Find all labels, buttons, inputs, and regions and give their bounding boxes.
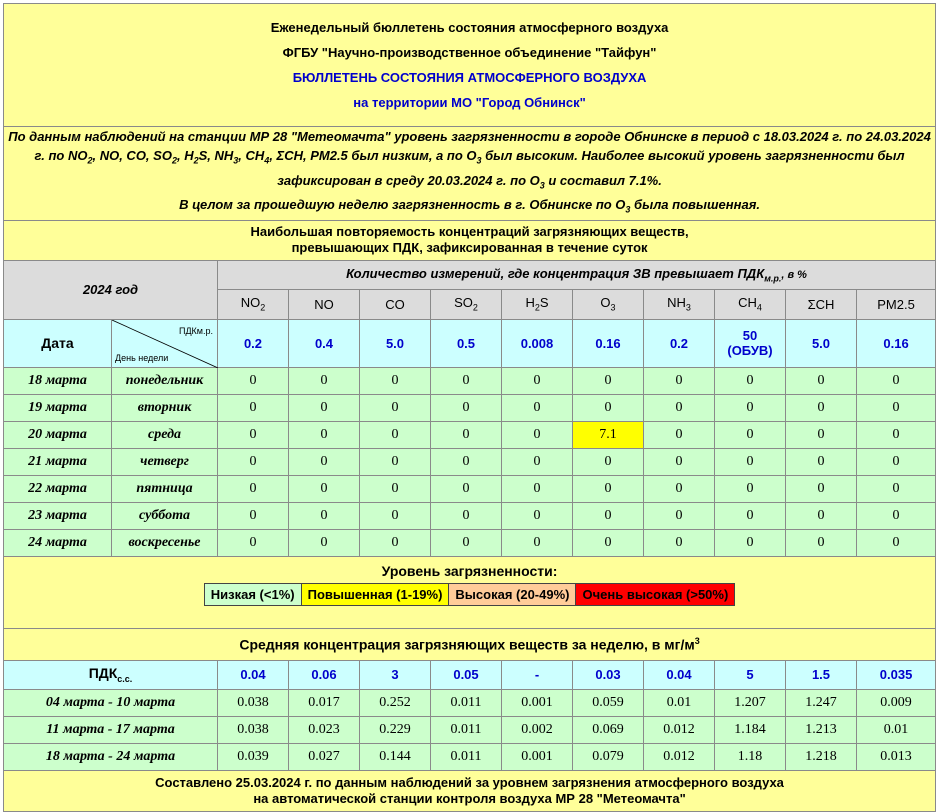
day-value: 0 bbox=[431, 502, 502, 529]
diag-pdk-label: ПДКм.р. bbox=[178, 325, 213, 336]
frequency-title: Наибольшая повторяемость концентраций загрязняющих веществ, превышающих ПДК, зафиксированная в течение суток bbox=[4, 220, 936, 260]
diagonal-header bbox=[112, 319, 218, 367]
day-value: 0 bbox=[857, 394, 936, 421]
week-value: 0.252 bbox=[360, 689, 431, 716]
week-value: 0.038 bbox=[218, 716, 289, 743]
year-label: 2024 год bbox=[4, 260, 218, 319]
day-date: 21 марта bbox=[4, 448, 112, 475]
day-value: 0 bbox=[289, 421, 360, 448]
day-value: 0 bbox=[573, 367, 644, 394]
pollutant-header: NO bbox=[289, 289, 360, 319]
legend-item: Высокая (20-49%) bbox=[449, 583, 576, 605]
pollutant-header: ΣCH bbox=[786, 289, 857, 319]
week-value: 0.01 bbox=[644, 689, 715, 716]
pdk-ss-value: 3 bbox=[360, 660, 431, 689]
day-value: 0 bbox=[502, 448, 573, 475]
pdk-ss-row bbox=[4, 660, 936, 689]
footer: Составлено 25.03.2024 г. по данным наблюдений за уровнем загрязнения атмосферного воздуха на автоматической станции контроля воздуха МР 28 "Метеомачта" bbox=[4, 770, 936, 811]
day-row bbox=[4, 394, 936, 421]
week-period: 11 марта - 17 марта bbox=[4, 716, 218, 743]
day-value: 0 bbox=[786, 529, 857, 556]
pollutant-header: $NH_3$ bbox=[644, 289, 715, 319]
pdk-mr-value: 5.0 bbox=[786, 319, 857, 367]
day-weekday: вторник bbox=[112, 394, 218, 421]
day-value: 0 bbox=[502, 367, 573, 394]
pdk-mr-value: 0.4 bbox=[289, 319, 360, 367]
day-value: 0 bbox=[431, 475, 502, 502]
week-value: 0.012 bbox=[644, 743, 715, 770]
day-value: 0 bbox=[360, 421, 431, 448]
day-weekday: четверг bbox=[112, 448, 218, 475]
pollutant-header: $CH_4$ bbox=[715, 289, 786, 319]
pdk-ss-value: 1.5 bbox=[786, 660, 857, 689]
pollutant-header: $NO_2$ bbox=[218, 289, 289, 319]
day-value: 0 bbox=[857, 475, 936, 502]
pdk-mr-value: 0.16 bbox=[857, 319, 936, 367]
header-line-3: БЮЛЛЕТЕНЬ СОСТОЯНИЯ АТМОСФЕРНОГО ВОЗДУХА bbox=[292, 70, 647, 85]
day-value: 0 bbox=[857, 529, 936, 556]
day-value: 0 bbox=[644, 529, 715, 556]
day-value: 0 bbox=[360, 529, 431, 556]
day-value: 0 bbox=[289, 529, 360, 556]
day-value: 0 bbox=[431, 421, 502, 448]
day-value: 0 bbox=[502, 529, 573, 556]
header-line-4: на территории МО "Город Обнинск" bbox=[353, 95, 586, 110]
header-line-2: ФГБУ "Научно-производственное объединение "Тайфун" bbox=[282, 45, 657, 60]
day-value: 0 bbox=[786, 448, 857, 475]
day-weekday: среда bbox=[112, 421, 218, 448]
day-value: 0 bbox=[715, 367, 786, 394]
day-row bbox=[4, 448, 936, 475]
day-value: 0 bbox=[715, 502, 786, 529]
daily-values bbox=[4, 367, 936, 556]
day-value: 0 bbox=[573, 502, 644, 529]
legend-item: Повышенная (1-19%) bbox=[301, 583, 449, 605]
week-value: 1.247 bbox=[786, 689, 857, 716]
week-value: 1.218 bbox=[786, 743, 857, 770]
bulletin-table bbox=[3, 3, 936, 812]
week-value: 0.001 bbox=[502, 743, 573, 770]
day-date: 22 марта bbox=[4, 475, 112, 502]
week-value: 1.213 bbox=[786, 716, 857, 743]
day-value: 0 bbox=[360, 502, 431, 529]
day-value: 0 bbox=[644, 475, 715, 502]
day-value: 0 bbox=[502, 502, 573, 529]
pollutant-header: PM2.5 bbox=[857, 289, 936, 319]
day-value: 0 bbox=[573, 475, 644, 502]
day-row bbox=[4, 529, 936, 556]
pdk-ss-value: 0.04 bbox=[644, 660, 715, 689]
week-value: 0.001 bbox=[502, 689, 573, 716]
day-value: 0 bbox=[715, 394, 786, 421]
day-value: 0 bbox=[857, 448, 936, 475]
pdk-ss-value: 0.035 bbox=[857, 660, 936, 689]
average-title: Средняя концентрация загрязняющих веществ за неделю, в $мг/м^3$ bbox=[4, 628, 936, 660]
pdk-mr-value: 5.0 bbox=[360, 319, 431, 367]
day-row bbox=[4, 421, 936, 448]
bulletin-header bbox=[4, 4, 936, 127]
day-value: 0 bbox=[218, 502, 289, 529]
day-value: 0 bbox=[644, 394, 715, 421]
day-value: 0 bbox=[857, 421, 936, 448]
day-value: 0 bbox=[289, 475, 360, 502]
day-value: 0 bbox=[857, 502, 936, 529]
day-value: 0 bbox=[360, 394, 431, 421]
pdk-mr-value: 50 (ОБУВ) bbox=[715, 319, 786, 367]
day-value: 0 bbox=[786, 421, 857, 448]
day-value: 0 bbox=[431, 529, 502, 556]
day-weekday: пятница bbox=[112, 475, 218, 502]
day-date: 23 марта bbox=[4, 502, 112, 529]
week-value: 0.011 bbox=[431, 716, 502, 743]
day-value: 0 bbox=[218, 394, 289, 421]
day-row bbox=[4, 475, 936, 502]
day-weekday: воскресенье bbox=[112, 529, 218, 556]
day-value: 0 bbox=[218, 475, 289, 502]
week-row bbox=[4, 689, 936, 716]
day-value: 0 bbox=[218, 529, 289, 556]
day-value: 0 bbox=[360, 448, 431, 475]
header-line-1: Еженедельный бюллетень состояния атмосферного воздуха bbox=[270, 20, 669, 35]
pdk-ss-value: 5 bbox=[715, 660, 786, 689]
pdk-ss-value: - bbox=[502, 660, 573, 689]
day-row bbox=[4, 367, 936, 394]
pdk-ss-value: 0.06 bbox=[289, 660, 360, 689]
pdk-ss-value: 0.03 bbox=[573, 660, 644, 689]
week-period: 18 марта - 24 марта bbox=[4, 743, 218, 770]
legend-title: Уровень загрязненности: bbox=[381, 562, 558, 579]
day-value: 7.1 bbox=[573, 421, 644, 448]
week-value: 0.027 bbox=[289, 743, 360, 770]
pdk-mr-value: 0.2 bbox=[218, 319, 289, 367]
day-value: 0 bbox=[218, 421, 289, 448]
pdk-ss-value: 0.05 bbox=[431, 660, 502, 689]
weekly-averages bbox=[4, 689, 936, 770]
pdk-mr-row bbox=[4, 319, 936, 367]
day-value: 0 bbox=[573, 394, 644, 421]
week-value: 0.01 bbox=[857, 716, 936, 743]
week-value: 1.184 bbox=[715, 716, 786, 743]
day-value: 0 bbox=[289, 394, 360, 421]
day-value: 0 bbox=[857, 367, 936, 394]
pdk-mr-value: 0.2 bbox=[644, 319, 715, 367]
day-value: 0 bbox=[644, 502, 715, 529]
pollutant-header: $O_3$ bbox=[573, 289, 644, 319]
day-date: 24 марта bbox=[4, 529, 112, 556]
measure-title: Количество измерений, где концентрация ЗВ превышает $ПДК_{м.р.}$, в % bbox=[218, 260, 936, 289]
summary-text: По данным наблюдений на станции МР 28 "Метеомачта" уровень загрязненности в городе Обнинске в период с 18.03.2024 г. по 24.03.2024 г. по $NO_2$, NO, CO, $SO_2$, $H_2S$, $NH_3$, $CH_4$, ΣCH, PM2.5 был низким, а по $O_3$ был высоким. Наиболее высокий уровень загрязненности был зафиксирован в среду 20.03.2024 г. по $O_3$ и составил 7.1%. bbox=[8, 129, 931, 191]
day-value: 0 bbox=[289, 448, 360, 475]
pdk-mr-value: 0.008 bbox=[502, 319, 573, 367]
day-date: 20 марта bbox=[4, 421, 112, 448]
day-value: 0 bbox=[644, 421, 715, 448]
day-value: 0 bbox=[360, 367, 431, 394]
week-value: 0.013 bbox=[857, 743, 936, 770]
day-value: 0 bbox=[786, 394, 857, 421]
day-weekday: суббота bbox=[112, 502, 218, 529]
pollutant-header: CO bbox=[360, 289, 431, 319]
week-value: 0.229 bbox=[360, 716, 431, 743]
day-weekday: понедельник bbox=[112, 367, 218, 394]
day-value: 0 bbox=[786, 475, 857, 502]
week-value: 0.012 bbox=[644, 716, 715, 743]
legend-item: Очень высокая (>50%) bbox=[576, 583, 735, 605]
day-value: 0 bbox=[431, 394, 502, 421]
day-date: 18 марта bbox=[4, 367, 112, 394]
week-value: 1.18 bbox=[715, 743, 786, 770]
day-value: 0 bbox=[502, 421, 573, 448]
day-value: 0 bbox=[502, 394, 573, 421]
week-value: 0.017 bbox=[289, 689, 360, 716]
pdk-mr-value: 0.16 bbox=[573, 319, 644, 367]
day-value: 0 bbox=[502, 475, 573, 502]
summary-conclusion: В целом за прошедшую неделю загрязненность в г. Обнинске по $O_3$ была повышенная. bbox=[179, 197, 760, 215]
day-value: 0 bbox=[431, 367, 502, 394]
week-value: 1.207 bbox=[715, 689, 786, 716]
bulletin bbox=[3, 3, 935, 812]
day-value: 0 bbox=[289, 502, 360, 529]
week-row bbox=[4, 743, 936, 770]
week-value: 0.011 bbox=[431, 689, 502, 716]
pdk-ss-value: 0.04 bbox=[218, 660, 289, 689]
day-value: 0 bbox=[786, 502, 857, 529]
day-value: 0 bbox=[715, 475, 786, 502]
day-value: 0 bbox=[715, 421, 786, 448]
diag-day-label: День недели bbox=[115, 352, 169, 363]
legend bbox=[4, 556, 936, 628]
week-value: 0.059 bbox=[573, 689, 644, 716]
day-value: 0 bbox=[715, 448, 786, 475]
week-row bbox=[4, 716, 936, 743]
week-value: 0.038 bbox=[218, 689, 289, 716]
pdk-mr-value: 0.5 bbox=[431, 319, 502, 367]
pdk-ss-label: $ПДК_{с.с.}$ bbox=[4, 660, 218, 689]
day-value: 0 bbox=[573, 529, 644, 556]
day-value: 0 bbox=[289, 367, 360, 394]
day-value: 0 bbox=[360, 475, 431, 502]
date-label: Дата bbox=[4, 319, 112, 367]
day-row bbox=[4, 502, 936, 529]
week-value: 0.009 bbox=[857, 689, 936, 716]
legend-item: Низкая (<1%) bbox=[204, 583, 301, 605]
week-period: 04 марта - 10 марта bbox=[4, 689, 218, 716]
legend-table bbox=[204, 583, 736, 606]
pollutant-header: $SO_2$ bbox=[431, 289, 502, 319]
week-value: 0.002 bbox=[502, 716, 573, 743]
week-value: 0.023 bbox=[289, 716, 360, 743]
day-value: 0 bbox=[715, 529, 786, 556]
day-value: 0 bbox=[218, 367, 289, 394]
week-value: 0.079 bbox=[573, 743, 644, 770]
week-value: 0.039 bbox=[218, 743, 289, 770]
day-value: 0 bbox=[573, 448, 644, 475]
day-value: 0 bbox=[218, 448, 289, 475]
day-value: 0 bbox=[431, 448, 502, 475]
week-value: 0.144 bbox=[360, 743, 431, 770]
day-value: 0 bbox=[786, 367, 857, 394]
week-value: 0.069 bbox=[573, 716, 644, 743]
day-value: 0 bbox=[644, 448, 715, 475]
day-value: 0 bbox=[644, 367, 715, 394]
summary bbox=[4, 127, 936, 221]
day-date: 19 марта bbox=[4, 394, 112, 421]
week-value: 0.011 bbox=[431, 743, 502, 770]
pollutant-header: $H_2S$ bbox=[502, 289, 573, 319]
